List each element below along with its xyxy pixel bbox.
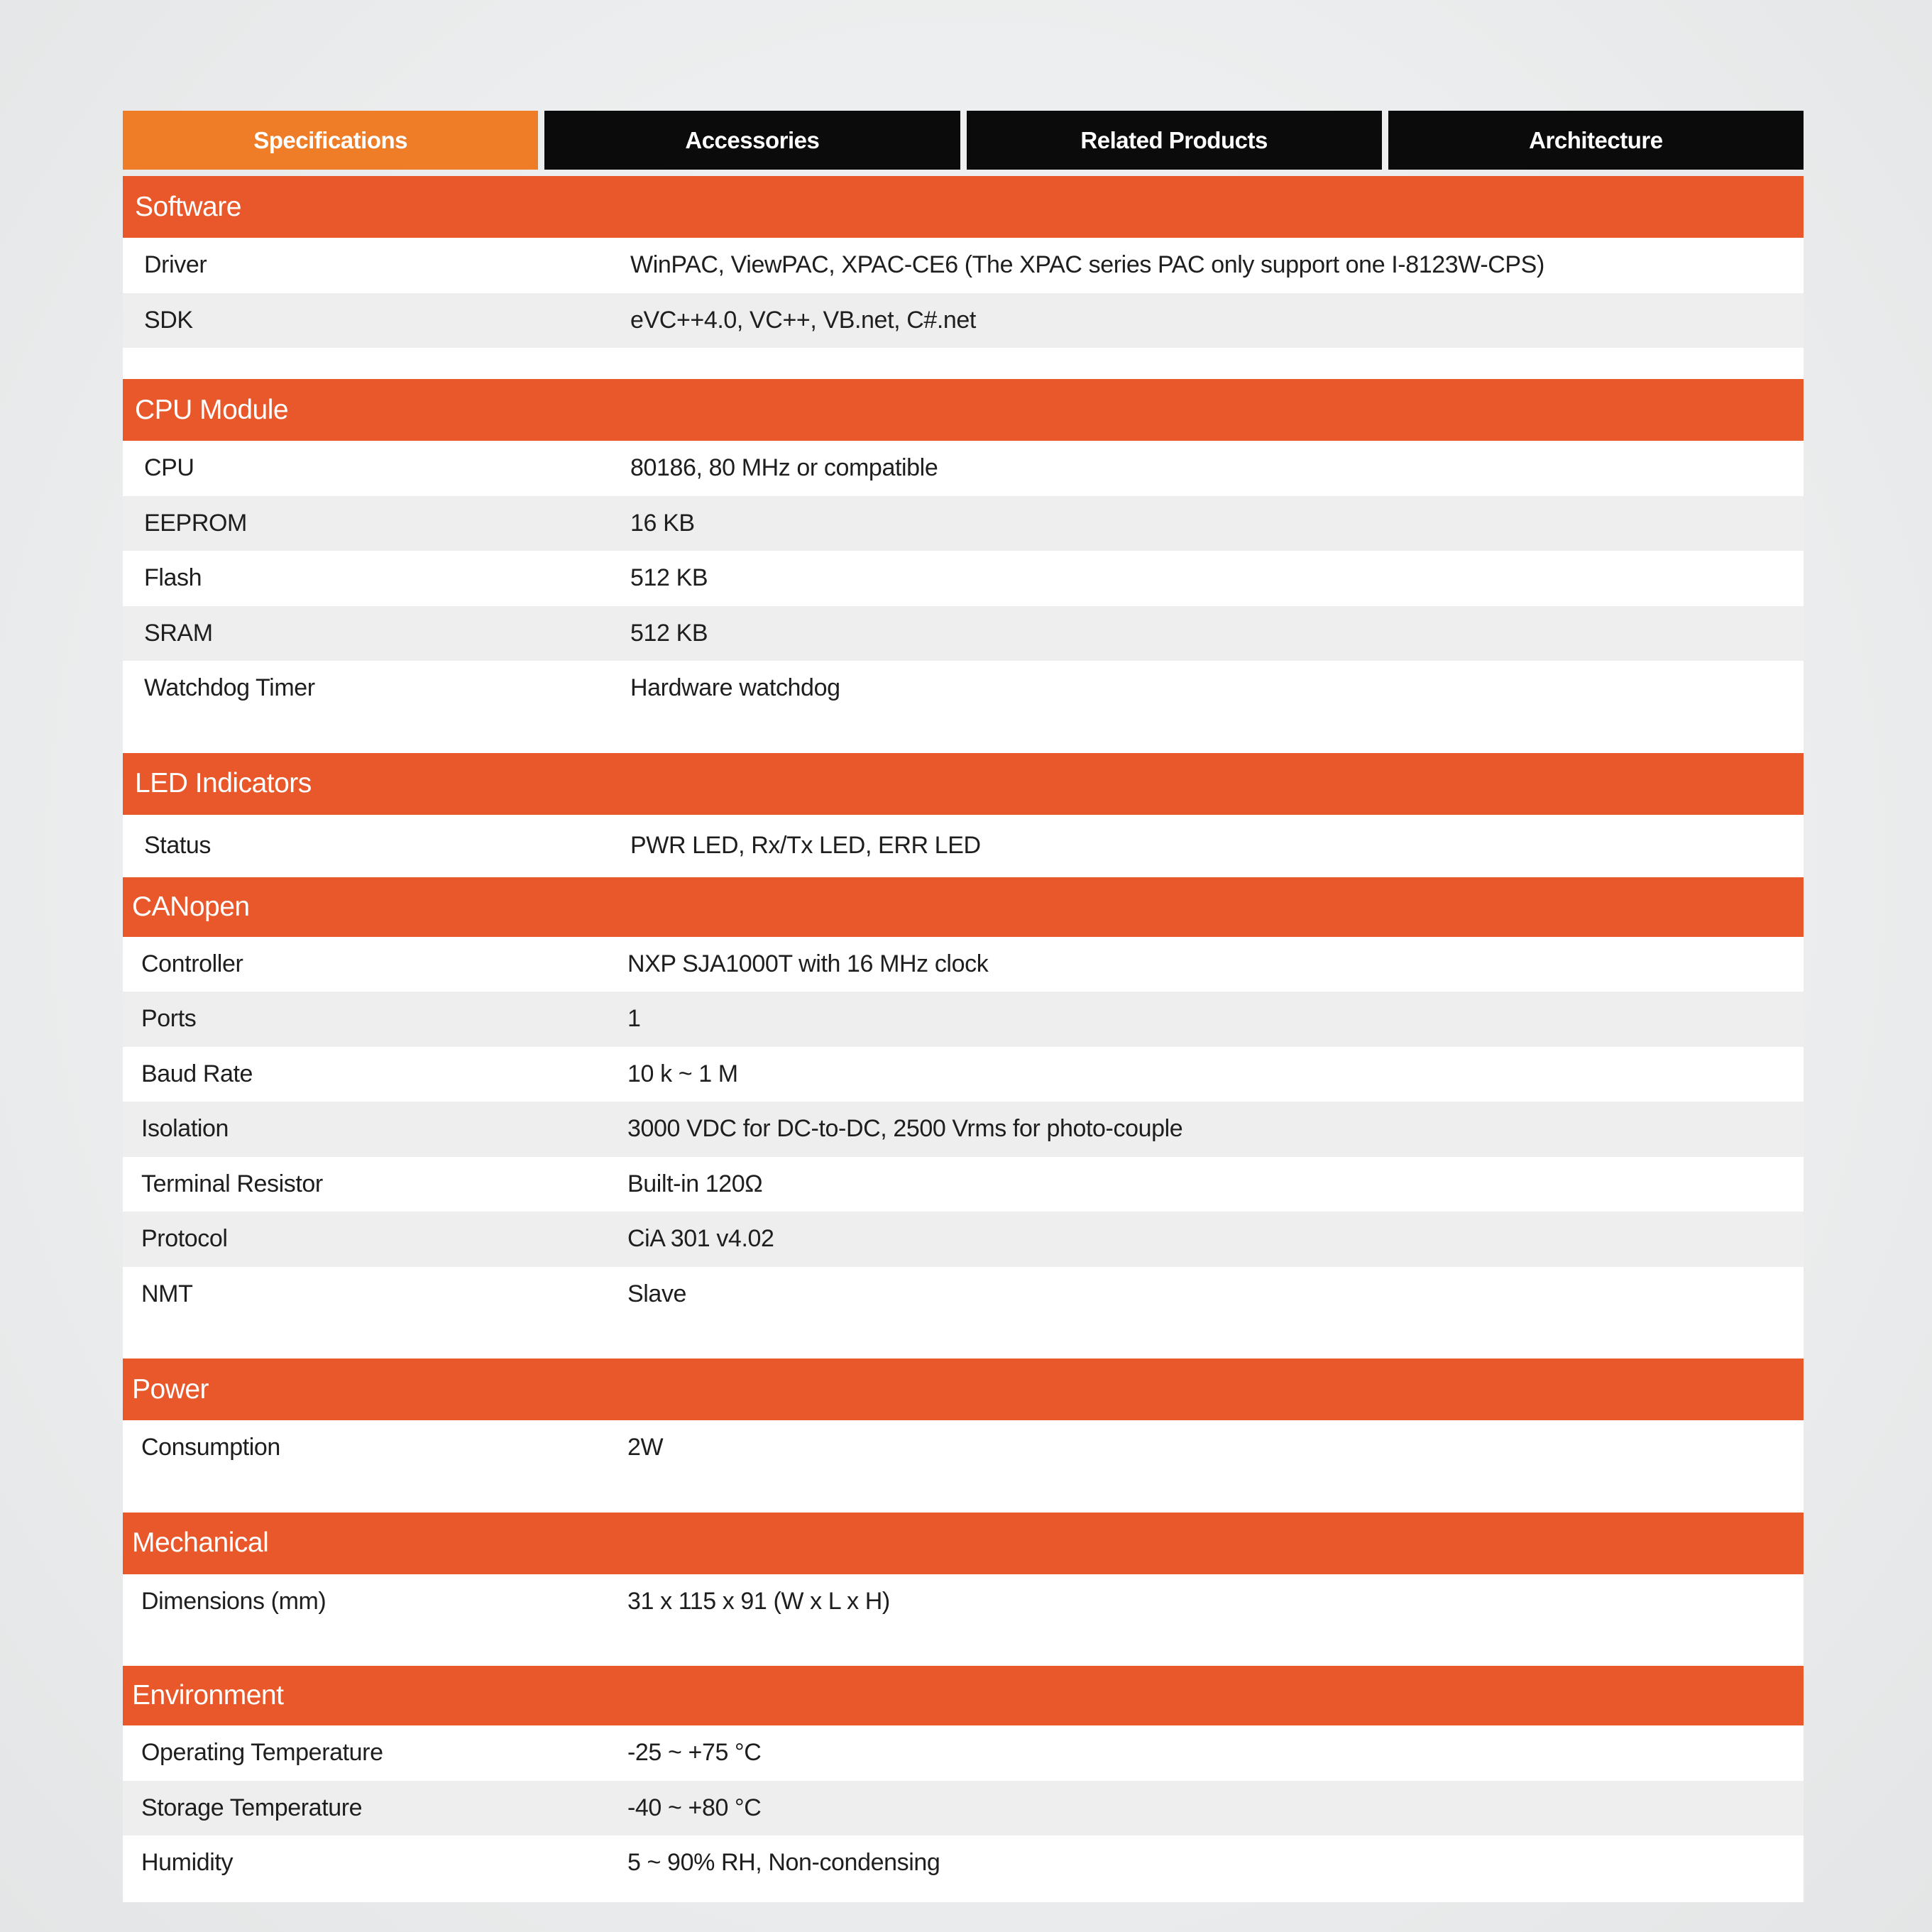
section-header-mechanical: Mechanical [123, 1513, 1804, 1574]
section-software [123, 176, 1804, 379]
section-spacer [123, 1476, 1804, 1513]
spec-value: 512 KB [630, 564, 708, 592]
spec-label: Controller [141, 950, 243, 977]
spec-row-controller [123, 937, 1804, 992]
spec-value: WinPAC, ViewPAC, XPAC-CE6 (The XPAC series PAC only support one I-8123W-CPS) [630, 251, 1544, 279]
spec-value: 512 KB [630, 619, 708, 647]
spec-row-watchdog-timer [123, 661, 1804, 716]
spec-row-cpu [123, 441, 1804, 496]
section-spacer [123, 1322, 1804, 1359]
spec-value: 10 k ~ 1 M [627, 1060, 738, 1087]
section-header-environment: Environment [123, 1666, 1804, 1725]
section-header-led-indicators: LED Indicators [123, 753, 1804, 815]
spec-label: Flash [144, 564, 202, 592]
tab-architecture[interactable]: Architecture [1388, 111, 1804, 170]
tab-specifications[interactable]: Specifications [123, 111, 538, 170]
spec-label: Status [144, 832, 211, 859]
section-header-software: Software [123, 176, 1804, 238]
section-spacer [123, 716, 1804, 753]
spec-label: SRAM [144, 619, 213, 647]
spec-value: 16 KB [630, 509, 695, 537]
spec-label: Baud Rate [141, 1060, 253, 1087]
spec-row-flash [123, 551, 1804, 606]
spec-value: 1 [627, 1005, 641, 1033]
spec-row-humidity [123, 1835, 1804, 1891]
section-spacer [123, 1629, 1804, 1666]
spec-row-baud-rate [123, 1047, 1804, 1102]
spec-row-dimensions [123, 1574, 1804, 1630]
spec-value: PWR LED, Rx/Tx LED, ERR LED [630, 832, 981, 859]
spec-label: SDK [144, 306, 193, 334]
section-canopen [123, 877, 1804, 1359]
spec-label: NMT [141, 1280, 193, 1307]
spec-row-eeprom [123, 496, 1804, 551]
spec-label: Isolation [141, 1115, 229, 1143]
section-spacer [123, 1891, 1804, 1902]
spec-value: Hardware watchdog [630, 674, 840, 702]
spec-label: EEPROM [144, 509, 247, 537]
spec-value: NXP SJA1000T with 16 MHz clock [627, 950, 989, 977]
spec-label: Terminal Resistor [141, 1170, 323, 1197]
spec-value: 31 x 115 x 91 (W x L x H) [627, 1587, 890, 1615]
section-mechanical [123, 1513, 1804, 1667]
spec-row-nmt [123, 1267, 1804, 1322]
spec-label: Ports [141, 1005, 197, 1033]
spec-label: Humidity [141, 1849, 234, 1877]
spec-value: Slave [627, 1280, 687, 1307]
tab-accessories[interactable]: Accessories [544, 111, 960, 170]
tab-bar [123, 111, 1804, 170]
specifications-panel [123, 111, 1804, 1902]
spec-value: 80186, 80 MHz or compatible [630, 454, 938, 482]
section-header-power: Power [123, 1359, 1804, 1420]
spec-row-ports [123, 992, 1804, 1047]
spec-label: Protocol [141, 1225, 228, 1253]
spec-value: CiA 301 v4.02 [627, 1225, 774, 1253]
section-power [123, 1359, 1804, 1513]
spec-row-sram [123, 606, 1804, 662]
spec-value: -25 ~ +75 °C [627, 1739, 762, 1767]
spec-row-consumption [123, 1420, 1804, 1476]
spec-value: eVC++4.0, VC++, VB.net, C#.net [630, 306, 976, 334]
spec-row-operating-temperature [123, 1725, 1804, 1781]
spec-row-terminal-resistor [123, 1157, 1804, 1212]
spec-row-sdk [123, 293, 1804, 348]
spec-label: Dimensions (mm) [141, 1587, 326, 1615]
spec-value: Built-in 120Ω [627, 1170, 763, 1197]
section-header-cpu-module: CPU Module [123, 379, 1804, 441]
spec-row-isolation [123, 1102, 1804, 1157]
spec-row-storage-temperature [123, 1781, 1804, 1836]
spec-label: Storage Temperature [141, 1794, 363, 1821]
spec-label: Operating Temperature [141, 1739, 383, 1767]
section-led-indicators [123, 753, 1804, 877]
spec-label: CPU [144, 454, 194, 482]
spec-label: Consumption [141, 1434, 280, 1461]
spec-value: 5 ~ 90% RH, Non-condensing [627, 1849, 940, 1877]
spec-row-status [123, 815, 1804, 877]
spec-value: -40 ~ +80 °C [627, 1794, 762, 1821]
section-header-canopen: CANopen [123, 877, 1804, 937]
section-cpu-module [123, 379, 1804, 753]
spec-value: 3000 VDC for DC-to-DC, 2500 Vrms for photo-couple [627, 1115, 1183, 1143]
spec-label: Driver [144, 251, 207, 279]
spec-row-driver [123, 238, 1804, 293]
spec-label: Watchdog Timer [144, 674, 315, 702]
spec-value: 2W [627, 1434, 664, 1461]
spec-row-protocol [123, 1212, 1804, 1267]
section-spacer [123, 348, 1804, 379]
tab-related-products[interactable]: Related Products [967, 111, 1382, 170]
section-environment [123, 1666, 1804, 1902]
